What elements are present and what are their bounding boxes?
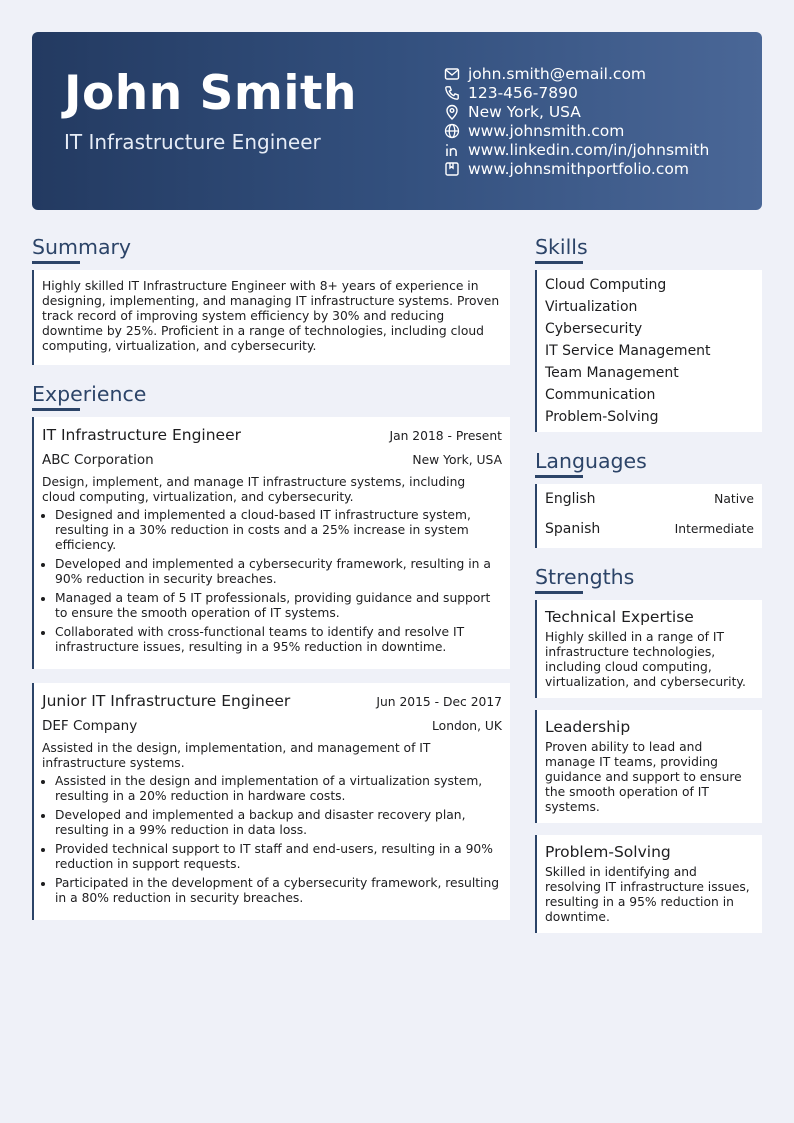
list-item: • Managed a team of 5 IT professionals, providing guidance and support to ensure the smooth operation of IT systems. (55, 591, 502, 621)
skill-item: IT Service Management (545, 343, 711, 359)
skill-item: Team Management (545, 365, 679, 381)
language-item (545, 486, 754, 516)
section-divider (535, 591, 583, 594)
job-location: New York, USA (412, 453, 502, 467)
list-item: • Developed and implemented a backup and disaster recovery plan, resulting in a 99% reduction in data loss. (55, 808, 502, 838)
skill-item: Cloud Computing (545, 277, 667, 293)
strength-description: Proven ability to lead and manage IT teams, providing guidance and support to ensure the smooth operation of IT systems. (545, 740, 742, 814)
section-divider (32, 408, 80, 411)
list-item: • Assisted in the design and implementation of a virtualization system, resulting in a 20% reduction in hardware costs. (55, 774, 502, 804)
summary-text: Highly skilled IT Infrastructure Engineer with 8+ years of experience in designing, implementing, and managing IT infrastructure systems. Proven track record of improving system efficiency by 30% and reducing downtime by 25%. Proficient in a range of technologies, including cloud computing, virtualization, and cybersecurity. (32, 270, 510, 365)
list-item: • Developed and implemented a cybersecurity framework, resulting in a 90% reduction in security breaches. (55, 557, 502, 587)
linkedin-icon (444, 142, 460, 158)
strength-item (535, 710, 762, 823)
job-achievements (42, 508, 502, 655)
job-description: Design, implement, and manage IT infrastructure systems, including cloud computing, virtualization, and cybersecurity. (42, 475, 466, 504)
contact-email[interactable] (444, 64, 754, 83)
contact-portfolio[interactable] (444, 159, 754, 178)
job-description: Assisted in the design, implementation, and management of IT infrastructure systems. (42, 741, 431, 770)
strength-description: Skilled in identifying and resolving IT infrastructure issues, resulting in a 95% reduction in downtime. (545, 865, 750, 924)
contact-list (444, 64, 754, 178)
strength-item (535, 835, 762, 933)
portfolio-icon (444, 161, 460, 177)
strength-item (535, 600, 762, 698)
skills-list (535, 270, 762, 432)
list-item: • Designed and implemented a cloud-based IT infrastructure system, resulting in a 30% reduction in costs and a 25% increase in system efficiency. (55, 508, 502, 553)
candidate-title: IT Infrastructure Engineer (64, 130, 321, 154)
contact-website[interactable] (444, 121, 754, 140)
list-item: • Collaborated with cross-functional teams to identify and resolve IT infrastructure issues, resulting in a 95% reduction in downtime. (55, 625, 502, 655)
section-divider (535, 261, 583, 264)
section-divider (32, 261, 80, 264)
experience-entry (32, 683, 510, 920)
section-divider (535, 475, 583, 478)
strength-title: Problem-Solving (545, 843, 671, 861)
job-title: IT Infrastructure Engineer (42, 426, 241, 444)
strengths-heading: Strengths (535, 565, 635, 589)
location-pin-icon (444, 104, 460, 120)
sidebar-column (535, 234, 762, 945)
resume-header (32, 32, 762, 210)
main-column (32, 234, 510, 920)
job-title: Junior IT Infrastructure Engineer (42, 692, 291, 710)
contact-location (444, 102, 754, 121)
contact-text: New York, USA (468, 102, 581, 121)
languages-list (535, 484, 762, 548)
skill-item: Cybersecurity (545, 321, 643, 337)
job-location: London, UK (432, 719, 502, 733)
job-company: ABC Corporation (42, 452, 154, 468)
summary-heading: Summary (32, 235, 132, 259)
job-dates: Jun 2015 - Dec 2017 (376, 695, 502, 709)
contact-text: www.johnsmithportfolio.com (468, 159, 689, 178)
skill-item: Problem-Solving (545, 409, 659, 425)
language-name: English (545, 491, 596, 507)
language-item (545, 516, 754, 546)
contact-text: john.smith@email.com (468, 64, 647, 83)
job-achievements (42, 774, 502, 906)
phone-icon (444, 85, 460, 101)
contact-linkedin[interactable] (444, 140, 754, 159)
strength-description: Highly skilled in a range of IT infrastructure technologies, including cloud computing, virtualization, and cybersecurity. (545, 630, 746, 689)
list-item: • Participated in the development of a cybersecurity framework, resulting in a 80% reduction in security breaches. (55, 876, 502, 906)
experience-heading: Experience (32, 382, 147, 406)
contact-text: www.linkedin.com/in/johnsmith (468, 140, 710, 159)
experience-entry (32, 417, 510, 669)
skill-item: Communication (545, 387, 656, 403)
candidate-name: John Smith (64, 66, 357, 121)
job-dates: Jan 2018 - Present (389, 429, 502, 443)
language-level: Intermediate (674, 522, 754, 536)
skill-item: Virtualization (545, 299, 638, 315)
language-level: Native (714, 492, 754, 506)
strength-title: Technical Expertise (545, 608, 694, 626)
list-item: • Provided technical support to IT staff and end-users, resulting in a 90% reduction in support requests. (55, 842, 502, 872)
mail-icon (444, 66, 460, 82)
language-name: Spanish (545, 521, 601, 537)
skills-heading: Skills (535, 235, 588, 259)
contact-phone[interactable] (444, 83, 754, 102)
strength-title: Leadership (545, 718, 631, 736)
contact-text: www.johnsmith.com (468, 121, 625, 140)
languages-heading: Languages (535, 449, 647, 473)
contact-text: 123-456-7890 (468, 83, 578, 102)
globe-icon (444, 123, 460, 139)
job-company: DEF Company (42, 718, 138, 734)
